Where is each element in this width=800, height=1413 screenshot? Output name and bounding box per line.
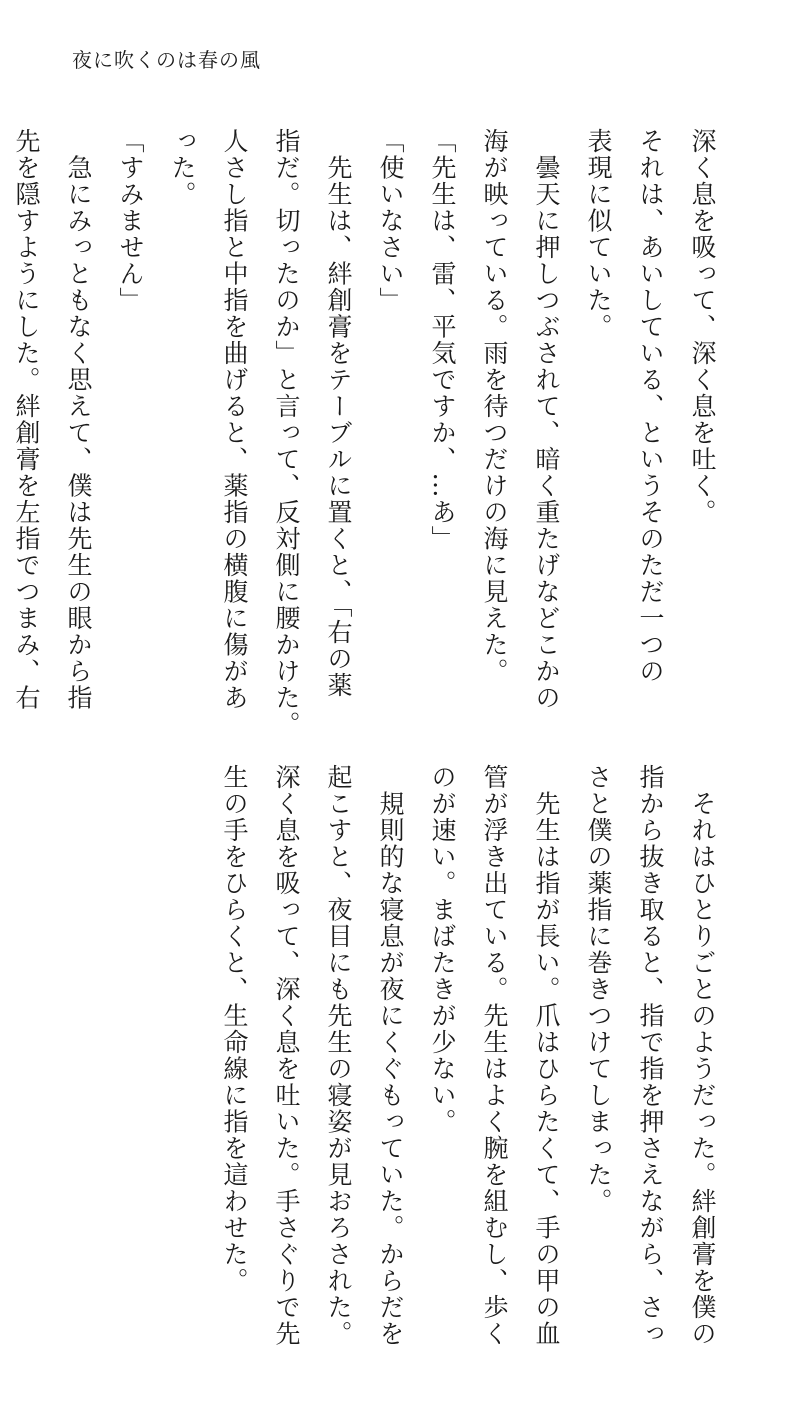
text-line: 先生は指が長い。爪はひらたくて、手の甲の血 <box>532 764 561 1347</box>
text-line: 「使いなさい」 <box>376 128 405 314</box>
text-line: 海が映っている。雨を待つだけの海に見えた。 <box>480 128 509 685</box>
text-line: 深く息を吸って、深く息を吐いた。手さぐりで先 <box>272 764 301 1347</box>
text-line: さと僕の薬指に巻きつけてしまった。 <box>584 764 613 1215</box>
text-line: のが速い。まばたきが少ない。 <box>428 764 457 1135</box>
text-line: 「すみません」 <box>116 128 145 314</box>
text-line: 曇天に押しつぶされて、暗く重たげなどこかの <box>532 128 561 711</box>
text-line: それは、あいしている、というそのただ一つの <box>636 128 665 685</box>
text-line: 人さし指と中指を曲げると、薬指の横腹に傷があ <box>220 128 249 711</box>
text-line: 生の手をひらくと、生命線に指を這わせた。 <box>220 764 249 1294</box>
text-line: 指だ。切ったのか」と言って、反対側に腰かけた。 <box>272 128 301 738</box>
text-line: 先を隠すようにした。絆創膏を左指でつまみ、右 <box>12 128 41 711</box>
text-block-top <box>12 128 728 738</box>
text-line: 表現に似ていた。 <box>584 128 613 340</box>
text-line: 「先生は、雷、平気ですか、…あ」 <box>428 128 457 552</box>
text-line: それはひとりごとのようだった。絆創膏を僕の <box>688 764 717 1347</box>
text-line: 指から抜き取ると、指で指を押さえながら、さっ <box>636 764 665 1347</box>
text-line: 管が浮き出ている。先生はよく腕を組むし、歩く <box>480 764 509 1347</box>
text-line: 先生は、絆創膏をテーブルに置くと、「右の薬 <box>324 128 353 699</box>
text-line: 深く息を吸って、深く息を吐く。 <box>688 128 717 526</box>
text-line: 急にみっともなく思えて、僕は先生の眼から指 <box>64 128 93 711</box>
text-line: 規則的な寝息が夜にくぐもっていた。からだを <box>376 764 405 1347</box>
text-line: った。 <box>168 128 197 208</box>
text-block-bottom <box>220 764 728 1347</box>
page-title: 夜に吹くのは春の風 <box>72 48 261 72</box>
text-line: 起こすと、夜目にも先生の寝姿が見おろされた。 <box>324 764 353 1347</box>
